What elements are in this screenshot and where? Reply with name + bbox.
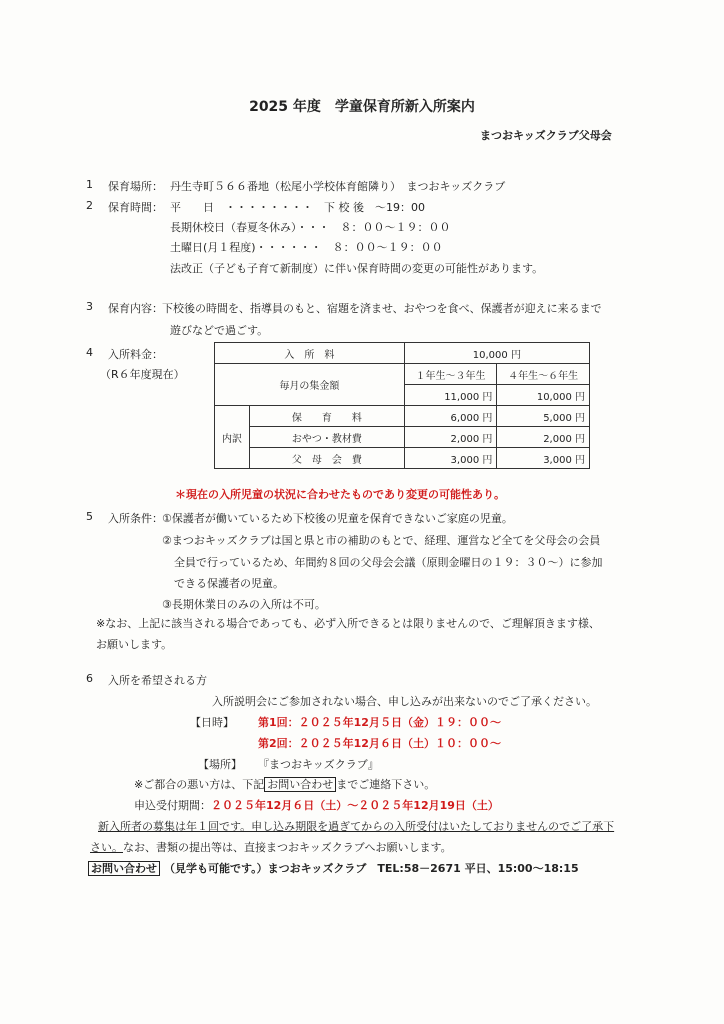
- datetime-label: 【日時】: [190, 716, 234, 729]
- childcare-fee-high: 5,000 円: [497, 406, 590, 427]
- period-label: 申込受付期間：: [134, 799, 211, 812]
- content-line-2: 遊びなどで過ごす。: [170, 324, 269, 337]
- snack-material-low: 2,000 円: [404, 427, 497, 448]
- parent-assoc-low: 3,000 円: [404, 448, 497, 469]
- place-name: 『まつおキッズクラブ』: [258, 758, 379, 771]
- parent-assoc-label: 父 母 会 費: [250, 448, 405, 469]
- place-label: 【場所】: [198, 758, 242, 771]
- contact-box: お問い合わせ: [264, 777, 336, 792]
- recruitment-note-2-line: [90, 839, 452, 855]
- condition-2-line-1: ②まつおキッズクラブは国と県と市の補助のもとで、経理、運営など全てを父母会の会員: [162, 534, 601, 547]
- content-line-1: 下校後の時間を、指導員のもと、宿題を済ませ、おやつを食べ、保護者が迎えに来るまで: [162, 302, 602, 315]
- section-5-number: 5: [86, 510, 93, 523]
- section-3-label: 保育内容：: [108, 302, 163, 315]
- table-row: [215, 364, 590, 385]
- grade-low-header: １年生～３年生: [404, 364, 497, 385]
- hours-weekday: 平 日 ・・・・・・・・ 下 校 後 ～19：00: [170, 201, 425, 214]
- condition-2-line-3: できる保護者の児童。: [174, 577, 284, 590]
- table-row: [215, 448, 590, 469]
- session-intro: 入所説明会にご参加されない場合、申し込みが出来ないのでご了承ください。: [212, 695, 597, 708]
- monthly-high-value: 10,000 円: [497, 385, 590, 406]
- period-line: [134, 797, 499, 813]
- table-row: [215, 406, 590, 427]
- section-2-number: 2: [86, 199, 93, 212]
- table-row: [215, 427, 590, 448]
- session-2: 第2回：２０２５年12月６日（土）１０：００～: [258, 737, 501, 750]
- hours-note: 法改正（子ども子育て新制度）に伴い保育時間の変更の可能性があります。: [170, 262, 544, 275]
- section-4-number: 4: [86, 346, 93, 359]
- condition-note-2: お願いします。: [96, 638, 173, 651]
- snack-material-high: 2,000 円: [497, 427, 590, 448]
- page-title: 2025 年度 学童保育所新入所案内: [249, 99, 475, 115]
- recruitment-note-3: なお、書類の提出等は、直接まつおキッズクラブへお願いします。: [123, 841, 452, 854]
- section-5-label: 入所条件：: [108, 512, 163, 525]
- condition-1: ①保護者が働いているため下校後の児童を保育できないご家庭の児童。: [162, 512, 513, 525]
- fee-change-note: ＊現在の入所児童の状況に合わせたものであり変更の可能性あり。: [175, 488, 505, 501]
- section-1-text: 丹生寺町５６６番地（松尾小学校体育館隣り） まつおキッズクラブ: [170, 180, 506, 193]
- footer-contact-box: お問い合わせ: [88, 861, 160, 876]
- entrance-fee-value: 10,000 円: [404, 343, 589, 364]
- organization-name: まつおキッズクラブ父母会: [480, 129, 612, 142]
- recruitment-note-1: 新入所者の募集は年１回です。申し込み期限を過ぎてからの入所受付はいたしておりませんのでご了承下: [98, 820, 615, 833]
- section-4-sublabel: （R６年度現在）: [100, 368, 185, 381]
- contact-pre: ※ご都合の悪い方は、下記: [134, 778, 265, 791]
- childcare-fee-low: 6,000 円: [404, 406, 497, 427]
- entrance-fee-label: 入 所 料: [215, 343, 405, 364]
- footer-contact: [88, 860, 579, 876]
- contact-instruction: [134, 776, 435, 792]
- parent-assoc-high: 3,000 円: [497, 448, 590, 469]
- snack-material-label: おやつ・教材費: [250, 427, 405, 448]
- table-row: [215, 343, 590, 364]
- fee-table: [214, 342, 590, 469]
- section-6-label: 入所を希望される方: [108, 674, 207, 687]
- hours-long-holiday: 長期休校日（春夏冬休み）・・・ ８：００～１９：００: [170, 221, 451, 234]
- breakdown-label: 内訳: [215, 406, 250, 469]
- condition-3: ③長期休業日のみの入所は不可。: [162, 598, 326, 611]
- section-1-label: 保育場所：: [108, 180, 163, 193]
- footer-contact-text: （見学も可能です。）まつおキッズクラブ TEL:58－2671 平日、15:00～18:15: [164, 862, 579, 875]
- section-6-number: 6: [86, 672, 93, 685]
- session-1: 第1回：２０２５年12月５日（金）１９：００～: [258, 716, 501, 729]
- grade-high-header: ４年生～６年生: [497, 364, 590, 385]
- contact-post: までご連絡下さい。: [336, 778, 436, 791]
- section-4-label: 入所料金：: [108, 348, 163, 361]
- condition-note-1: ※なお、上記に該当される場合であっても、必ず入所できるとは限りませんので、ご理解頂きます様、: [96, 617, 600, 630]
- condition-2-line-2: 全員で行っているため、年間約８回の父母会会議（原則金曜日の１９：３０～）に参加: [174, 556, 603, 569]
- hours-saturday: 土曜日(月１程度)・・・・・・ ８：００～１９：００: [170, 241, 443, 254]
- monthly-fee-label: 毎月の集金額: [215, 364, 405, 406]
- childcare-fee-label: 保 育 料: [250, 406, 405, 427]
- section-2-label: 保育時間：: [108, 201, 163, 214]
- period-dates: ２０２５年12月６日（土）～２０２５年12月19日（土）: [211, 799, 499, 812]
- monthly-low-value: 11,000 円: [404, 385, 497, 406]
- section-1-number: 1: [86, 178, 93, 191]
- section-3-number: 3: [86, 300, 93, 313]
- recruitment-note-2: さい。: [90, 841, 123, 854]
